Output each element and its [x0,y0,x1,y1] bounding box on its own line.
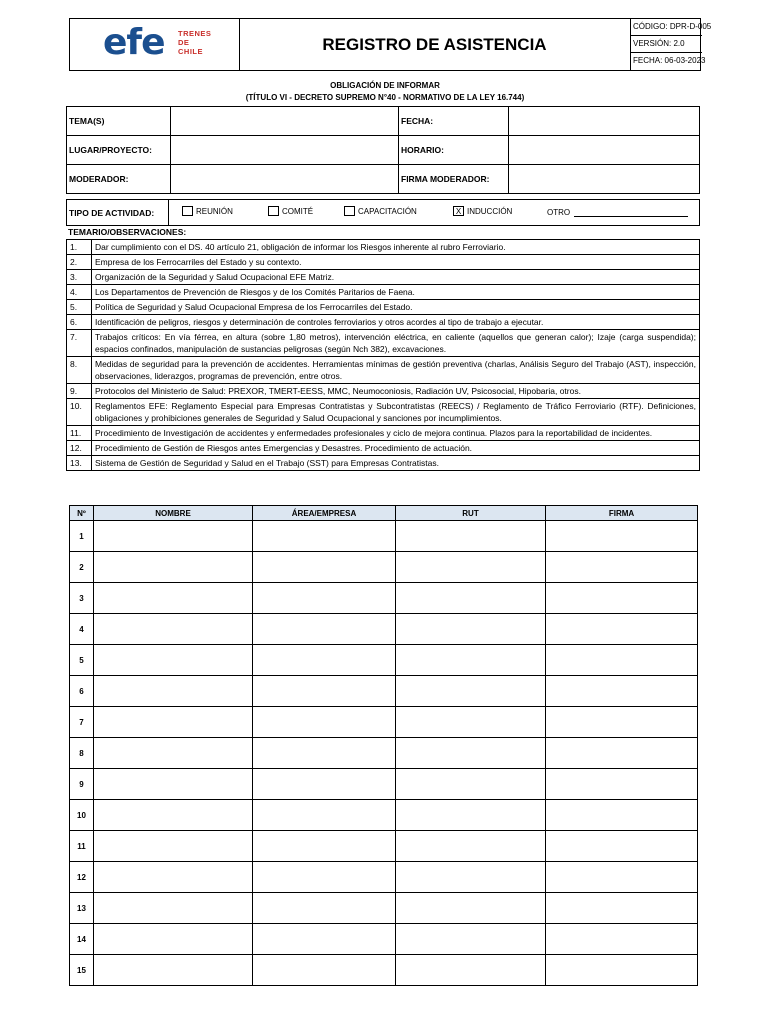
reunion-checkbox[interactable] [182,206,193,216]
attendance-row [70,893,698,924]
area-cell[interactable] [253,676,396,707]
induccion-checkbox[interactable]: X [453,206,464,216]
rut-cell[interactable] [396,862,546,893]
activity-type-row [66,199,700,226]
temario-item [67,330,700,357]
temario-item-number: 11. [67,426,92,441]
rut-cell[interactable] [396,552,546,583]
rut-cell[interactable] [396,769,546,800]
row-number: 14 [70,924,94,955]
option-comite[interactable] [268,206,313,216]
attendance-row [70,955,698,986]
col-header-nombre: NOMBRE [94,506,253,521]
document-date: FECHA: 06-03-2023 [633,56,706,65]
logo-subtext [178,29,211,56]
document-version: VERSIÓN: 2.0 [630,36,702,53]
area-cell[interactable] [253,924,396,955]
attendance-row [70,769,698,800]
row-number: 6 [70,676,94,707]
area-cell[interactable] [253,645,396,676]
temario-item-text: Política de Seguridad y Salud Ocupacional Empresa de los Ferrocarriles del Estado. [92,300,700,315]
capacitacion-label: CAPACITACIÓN [358,206,417,216]
horario-field[interactable] [509,136,700,165]
attendance-row [70,552,698,583]
firma-cell[interactable] [546,924,698,955]
temario-item [67,456,700,471]
attendance-row [70,614,698,645]
area-cell[interactable] [253,831,396,862]
rut-cell[interactable] [396,955,546,986]
firma-cell[interactable] [546,831,698,862]
area-cell[interactable] [253,614,396,645]
temario-item [67,300,700,315]
lugar-label: LUGAR/PROYECTO: [67,136,171,165]
row-number: 7 [70,707,94,738]
temario-item [67,240,700,255]
firma-cell[interactable] [546,614,698,645]
otro-field[interactable] [574,207,688,217]
nombre-cell[interactable] [94,893,253,924]
nombre-cell[interactable] [94,831,253,862]
firma-cell[interactable] [546,676,698,707]
area-cell[interactable] [253,862,396,893]
area-cell[interactable] [253,769,396,800]
area-cell[interactable] [253,521,396,552]
firma-cell[interactable] [546,955,698,986]
reunion-label: REUNIÓN [196,206,233,216]
temario-item-text: Protocolos del Ministerio de Salud: PREXOR, TMERT-EESS, MMC, Neumoconiosis, Radiación UV, Psicosocial, Hipobaria, otros. [92,384,700,399]
attendance-row [70,707,698,738]
temario-item [67,399,700,426]
logo-sub-line: TRENES [178,29,212,38]
row-number: 2 [70,552,94,583]
temario-item-number: 7. [67,330,92,357]
firma-moderador-field[interactable] [509,165,700,194]
tema-label: TEMA(S) [67,107,171,136]
rut-cell[interactable] [396,707,546,738]
nombre-cell[interactable] [94,924,253,955]
firma-cell[interactable] [546,893,698,924]
rut-cell[interactable] [396,583,546,614]
document-meta [630,19,712,70]
tema-field[interactable] [171,107,399,136]
row-number: 8 [70,738,94,769]
firma-cell[interactable] [546,738,698,769]
rut-cell[interactable] [396,738,546,769]
logo-sub-line: CHILE [178,47,203,56]
area-cell[interactable] [253,955,396,986]
row-number: 4 [70,614,94,645]
attendance-row [70,583,698,614]
attendance-row [70,831,698,862]
firma-cell[interactable] [546,645,698,676]
comite-checkbox[interactable] [268,206,279,216]
temario-item-text: Procedimiento de Gestión de Riesgos antes Emergencias y Desastres. Procedimiento de actuación. [92,441,700,456]
col-header-firma: FIRMA [546,506,698,521]
nombre-cell[interactable] [94,707,253,738]
firma-cell[interactable] [546,583,698,614]
firma-moderador-label: FIRMA MODERADOR: [399,165,509,194]
nombre-cell[interactable] [94,862,253,893]
rut-cell[interactable] [396,676,546,707]
col-header-number: Nº [70,506,94,521]
temario-item-number: 5. [67,300,92,315]
document-code: CÓDIGO: DPR-D-005 [630,19,702,36]
logo-wordmark: efe [103,22,165,63]
attendance-table [69,505,698,986]
temario-item [67,357,700,384]
attendance-row [70,645,698,676]
row-number: 1 [70,521,94,552]
row-number: 3 [70,583,94,614]
lugar-field[interactable] [171,136,399,165]
firma-cell[interactable] [546,552,698,583]
temario-item [67,255,700,270]
efe-logo [70,19,240,70]
attendance-row [70,738,698,769]
option-otro[interactable] [547,207,688,217]
otro-label: OTRO [547,207,571,217]
area-cell[interactable] [253,707,396,738]
temario-heading: TEMARIO/OBSERVACIONES: [68,227,187,237]
attendance-row [70,924,698,955]
row-number: 15 [70,955,94,986]
moderador-label: MODERADOR: [67,165,171,194]
document-header [69,18,712,71]
temario-item [67,270,700,285]
rut-cell[interactable] [396,893,546,924]
capacitacion-checkbox[interactable] [344,206,355,216]
nombre-cell[interactable] [94,645,253,676]
temario-item-number: 9. [67,384,92,399]
temario-item-text: Los Departamentos de Prevención de Riesgos y de los Comités Paritarios de Faena. [92,285,700,300]
attendance-row [70,521,698,552]
firma-cell[interactable] [546,769,698,800]
col-header-rut: RUT [396,506,546,521]
area-cell[interactable] [253,893,396,924]
temario-item-text: Reglamentos EFE: Reglamento Especial para Empresas Contratistas y Subcontratistas (REECS) / Reglamento de Tráfico Ferroviario (RTF). Definiciones, obligaciones y prohibiciones generales de Seguridad y Salud Ocupacional y sanciones por incumplimientos. [92,399,700,426]
rut-cell[interactable] [396,521,546,552]
temario-item [67,285,700,300]
temario-item-number: 10. [67,399,92,426]
area-cell[interactable] [253,800,396,831]
col-header-area: ÁREA/EMPRESA [253,506,396,521]
option-capacitacion[interactable] [344,206,417,216]
attendance-row [70,676,698,707]
nombre-cell[interactable] [94,614,253,645]
rut-cell[interactable] [396,924,546,955]
area-cell[interactable] [253,738,396,769]
temario-item-number: 6. [67,315,92,330]
temario-item-text: Dar cumplimiento con el DS. 40 artículo 21, obligación de informar los Riesgos inherente al rubro Ferroviario. [92,240,700,255]
document-title: REGISTRO DE ASISTENCIA [239,19,631,70]
temario-item-text: Organización de la Seguridad y Salud Ocupacional EFE Matriz. [92,270,700,285]
row-number: 13 [70,893,94,924]
temario-item [67,426,700,441]
fecha-label: FECHA: [399,107,509,136]
rut-cell[interactable] [396,614,546,645]
attendance-row [70,862,698,893]
firma-cell[interactable] [546,521,698,552]
option-reunion[interactable] [182,206,233,216]
row-number: 11 [70,831,94,862]
temario-item-text: Empresa de los Ferrocarriles del Estado y su contexto. [92,255,700,270]
option-induccion[interactable] [453,206,512,216]
temario-item-number: 2. [67,255,92,270]
temario-item-number: 13. [67,456,92,471]
logo-sub-line: DE [178,38,190,47]
temario-item-text: Trabajos críticos: En vía férrea, en altura (sobre 1,80 metros), intervención eléctrica, en caliente (aquellos que generan calor); Izaje (carga suspendida); espacios confinados, manipulación de sustancias peligrosas (según Nch 382), excavaciones. [92,330,700,357]
temario-item-number: 4. [67,285,92,300]
firma-cell[interactable] [546,707,698,738]
temario-item-number: 8. [67,357,92,384]
rut-cell[interactable] [396,800,546,831]
horario-label: HORARIO: [399,136,509,165]
rut-cell[interactable] [396,645,546,676]
temario-item-text: Medidas de seguridad para la prevención de accidentes. Herramientas mínimas de gestión preventiva (charlas, Análisis Seguro del Trabajo (AST), inspección, observaciones, liderazgos, programas de prevención, entre otros. [92,357,700,384]
row-number: 12 [70,862,94,893]
comite-label: COMITÉ [282,206,314,216]
nombre-cell[interactable] [94,676,253,707]
row-number: 9 [70,769,94,800]
temario-item-text: Sistema de Gestión de Seguridad y Salud en el Trabajo (SST) para Empresas Contratistas. [92,456,700,471]
firma-cell[interactable] [546,800,698,831]
induccion-label: INDUCCIÓN [467,206,513,216]
area-cell[interactable] [253,583,396,614]
nombre-cell[interactable] [94,955,253,986]
nombre-cell[interactable] [94,552,253,583]
row-number: 10 [70,800,94,831]
nombre-cell[interactable] [94,583,253,614]
activity-type-label: TIPO DE ACTIVIDAD: [67,200,169,225]
moderador-field[interactable] [171,165,399,194]
nombre-cell[interactable] [94,769,253,800]
subtitle-line2: (TÍTULO VI - DECRETO SUPREMO N°40 - NORMATIVO DE LA LEY 16.744) [245,93,525,102]
temario-list [66,239,700,471]
area-cell[interactable] [253,552,396,583]
temario-item [67,315,700,330]
temario-item-number: 12. [67,441,92,456]
row-number: 5 [70,645,94,676]
firma-cell[interactable] [546,862,698,893]
temario-item-number: 1. [67,240,92,255]
nombre-cell[interactable] [94,800,253,831]
fecha-field[interactable] [509,107,700,136]
temario-item [67,441,700,456]
attendance-row [70,800,698,831]
meeting-info-table [66,106,700,194]
temario-item-text: Procedimiento de Investigación de accidentes y enfermedades profesionales y ciclo de mejora continua. Plazos para la reportabilidad de incidentes. [92,426,700,441]
temario-item-text: Identificación de peligros, riesgos y determinación de controles ferroviarios y otros acordes al tipo de trabajo a ejecutar. [92,315,700,330]
nombre-cell[interactable] [94,521,253,552]
nombre-cell[interactable] [94,738,253,769]
temario-item [67,384,700,399]
rut-cell[interactable] [396,831,546,862]
temario-item-number: 3. [67,270,92,285]
subtitle-line1: OBLIGACIÓN DE INFORMAR [330,81,440,90]
